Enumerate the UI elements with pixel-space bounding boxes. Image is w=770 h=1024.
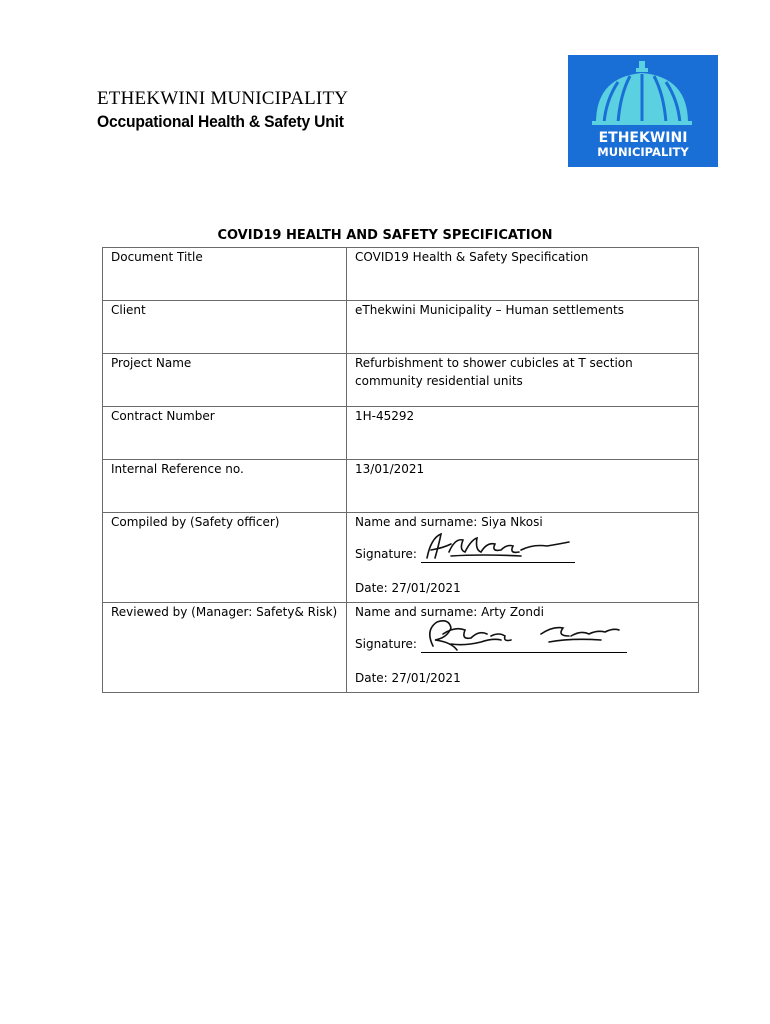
row-value: Refurbishment to shower cubicles at T section community residential units — [347, 354, 699, 407]
logo-text-line1: ETHEKWINI — [598, 130, 688, 146]
reviewed-signature-image — [421, 616, 627, 656]
compiled-signature-label: Signature: — [355, 547, 417, 561]
table-row — [103, 407, 699, 460]
compiled-label: Compiled by (Safety officer) — [103, 513, 347, 603]
row-label: Contract Number — [103, 407, 347, 460]
table-row — [103, 354, 699, 407]
row-value: 13/01/2021 — [347, 460, 699, 513]
row-label: Internal Reference no. — [103, 460, 347, 513]
reviewed-signature-label: Signature: — [355, 637, 417, 651]
compiled-signature-row — [355, 545, 690, 563]
reviewed-details — [347, 603, 699, 693]
reviewed-row — [103, 603, 699, 693]
document-heading: COVID19 HEALTH AND SAFETY SPECIFICATION — [217, 228, 553, 243]
compiled-signature-line — [421, 562, 575, 563]
row-label: Project Name — [103, 354, 347, 407]
ethekwini-logo — [568, 55, 718, 167]
row-value: eThekwini Municipality – Human settlements — [347, 301, 699, 354]
row-label: Client — [103, 301, 347, 354]
table-row — [103, 301, 699, 354]
row-value: COVID19 Health & Safety Specification — [347, 248, 699, 301]
table-row — [103, 248, 699, 301]
reviewed-label: Reviewed by (Manager: Safety& Risk) — [103, 603, 347, 693]
row-value: 1H-45292 — [347, 407, 699, 460]
specification-table — [102, 247, 699, 693]
compiled-details — [347, 513, 699, 603]
logo-text-line2: MUNICIPALITY — [597, 145, 689, 159]
compiled-signature-image — [421, 530, 575, 564]
compiled-row — [103, 513, 699, 603]
reviewed-name: Name and surname: Arty Zondi — [355, 605, 544, 619]
compiled-name: Name and surname: Siya Nkosi — [355, 515, 543, 529]
compiled-date: Date: 27/01/2021 — [355, 581, 461, 595]
organization-title: ETHEKWINI MUNICIPALITY — [97, 88, 349, 109]
reviewed-signature-line — [421, 652, 627, 653]
reviewed-date: Date: 27/01/2021 — [355, 671, 461, 685]
table-row — [103, 460, 699, 513]
reviewed-signature-row — [355, 635, 690, 653]
unit-subtitle: Occupational Health & Safety Unit — [97, 112, 344, 131]
row-label: Document Title — [103, 248, 347, 301]
